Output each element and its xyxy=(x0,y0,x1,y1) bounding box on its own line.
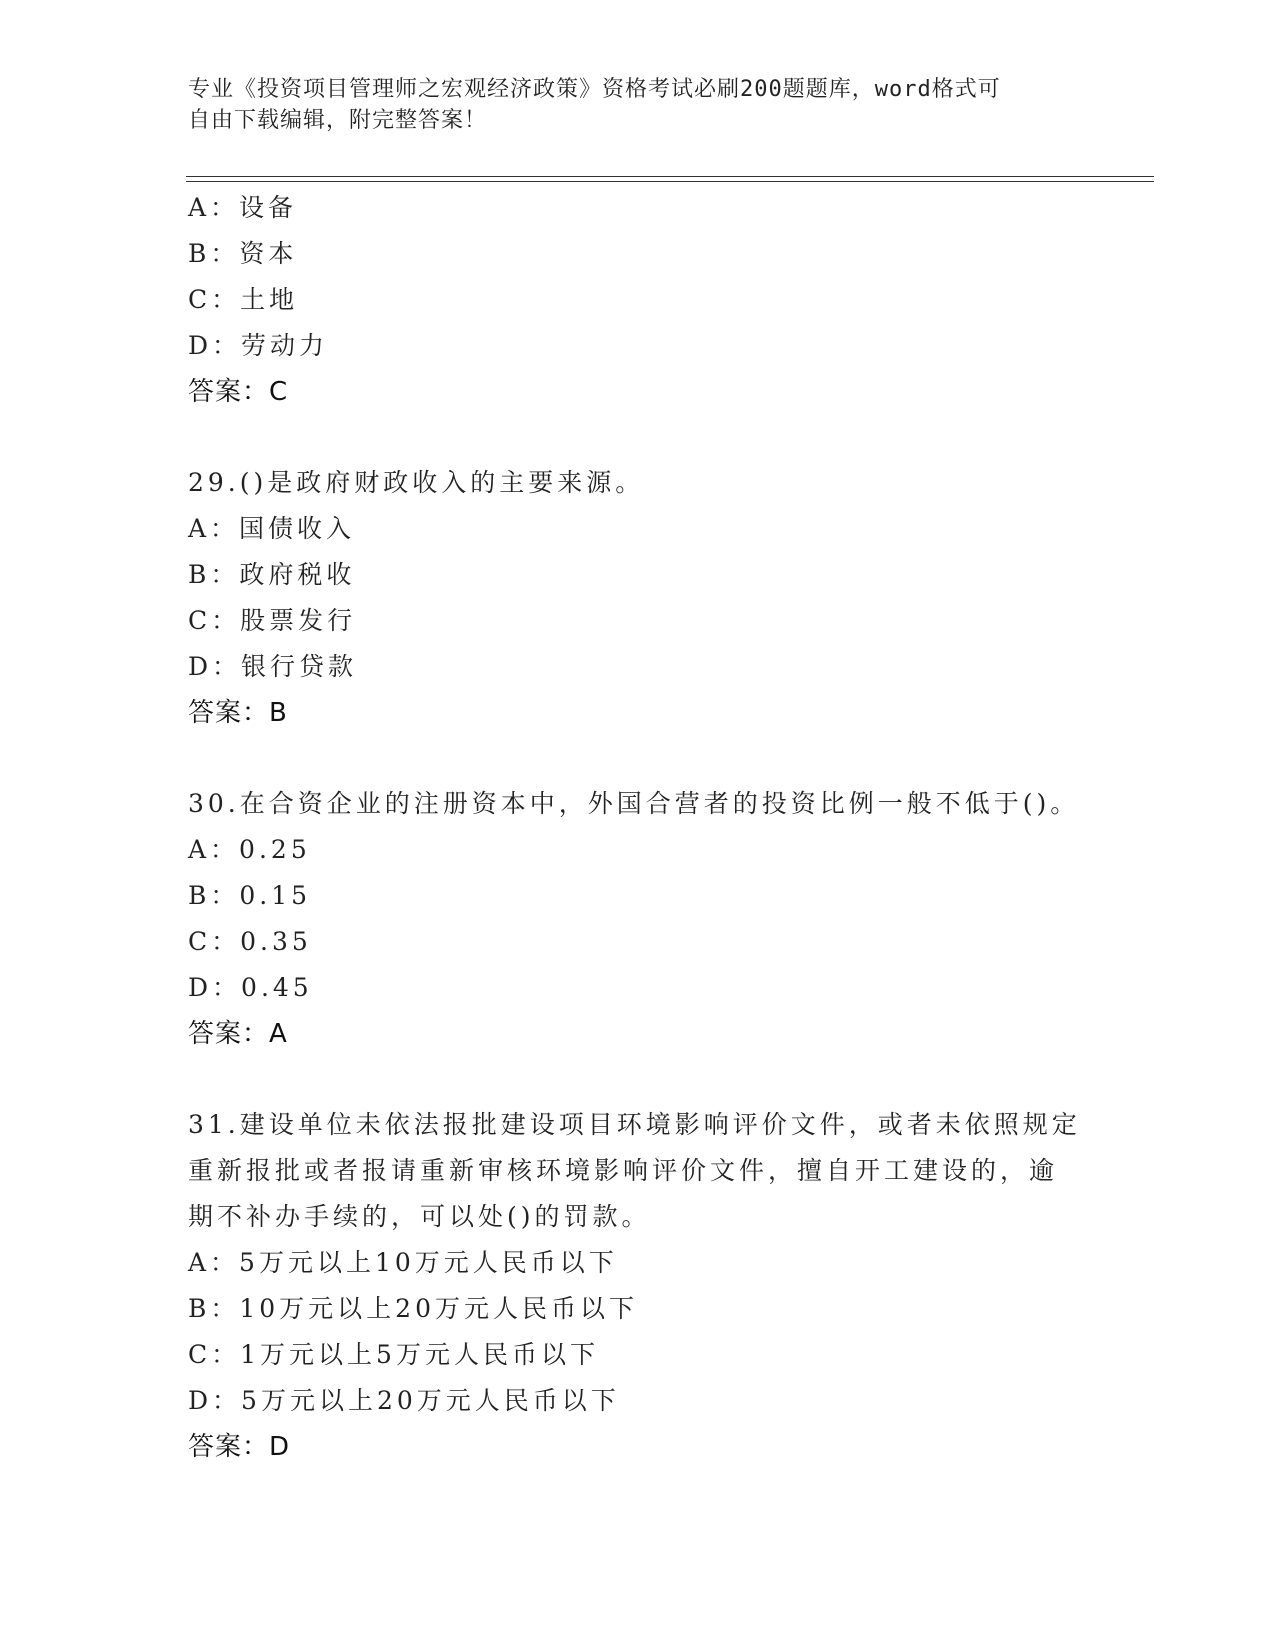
q30-option-b: B：0.15 xyxy=(188,881,312,910)
q31-stem-line-2: 重新报批或者报请重新审核环境影响评价文件，擅自开工建设的，逾 xyxy=(188,1156,1059,1185)
q28-option-a: A：设备 xyxy=(188,193,298,222)
q28-option-c: C：土地 xyxy=(188,285,299,314)
q28-option-b: B：资本 xyxy=(188,239,298,268)
q30-option-d: D：0.45 xyxy=(188,973,313,1002)
q29-stem: 29.()是政府财政收入的主要来源。 xyxy=(188,468,645,497)
q28-option-d: D：劳动力 xyxy=(188,331,329,360)
q30-answer: 答案：A xyxy=(188,1019,288,1049)
document-header xyxy=(188,74,1068,136)
q30-stem: 30.在合资企业的注册资本中，外国合营者的投资比例一般不低于()。 xyxy=(188,789,1080,818)
header-divider-bottom xyxy=(186,181,1154,182)
q31-stem-line-1: 31.建设单位未依法报批建设项目环境影响评价文件，或者未依照规定 xyxy=(188,1110,1081,1139)
q31-option-d: D：5万元以上20万元人民币以下 xyxy=(188,1386,620,1415)
q31-stem-line-3: 期不补办手续的，可以处()的罚款。 xyxy=(188,1202,651,1231)
q31-option-c: C：1万元以上5万元人民币以下 xyxy=(188,1340,599,1369)
q30-option-c: C：0.35 xyxy=(188,927,312,956)
q29-answer: 答案：B xyxy=(188,698,288,728)
header-line-1: 专业《投资项目管理师之宏观经济政策》资格考试必刷200题题库，word格式可 xyxy=(188,77,1001,102)
q29-option-b: B：政府税收 xyxy=(188,560,356,589)
q29-option-c: C：股票发行 xyxy=(188,606,357,635)
q28-answer: 答案：C xyxy=(188,377,289,407)
q31-option-b: B：10万元以上20万元人民币以下 xyxy=(188,1294,638,1323)
header-divider-top xyxy=(186,176,1154,177)
q29-option-d: D：银行贷款 xyxy=(188,652,358,681)
header-line-2: 自由下载编辑，附完整答案！ xyxy=(188,108,488,133)
q31-option-a: A：5万元以上10万元人民币以下 xyxy=(188,1248,618,1277)
q30-option-a: A：0.25 xyxy=(188,835,311,864)
q31-answer: 答案：D xyxy=(188,1432,291,1462)
q29-option-a: A：国债收入 xyxy=(188,514,356,543)
